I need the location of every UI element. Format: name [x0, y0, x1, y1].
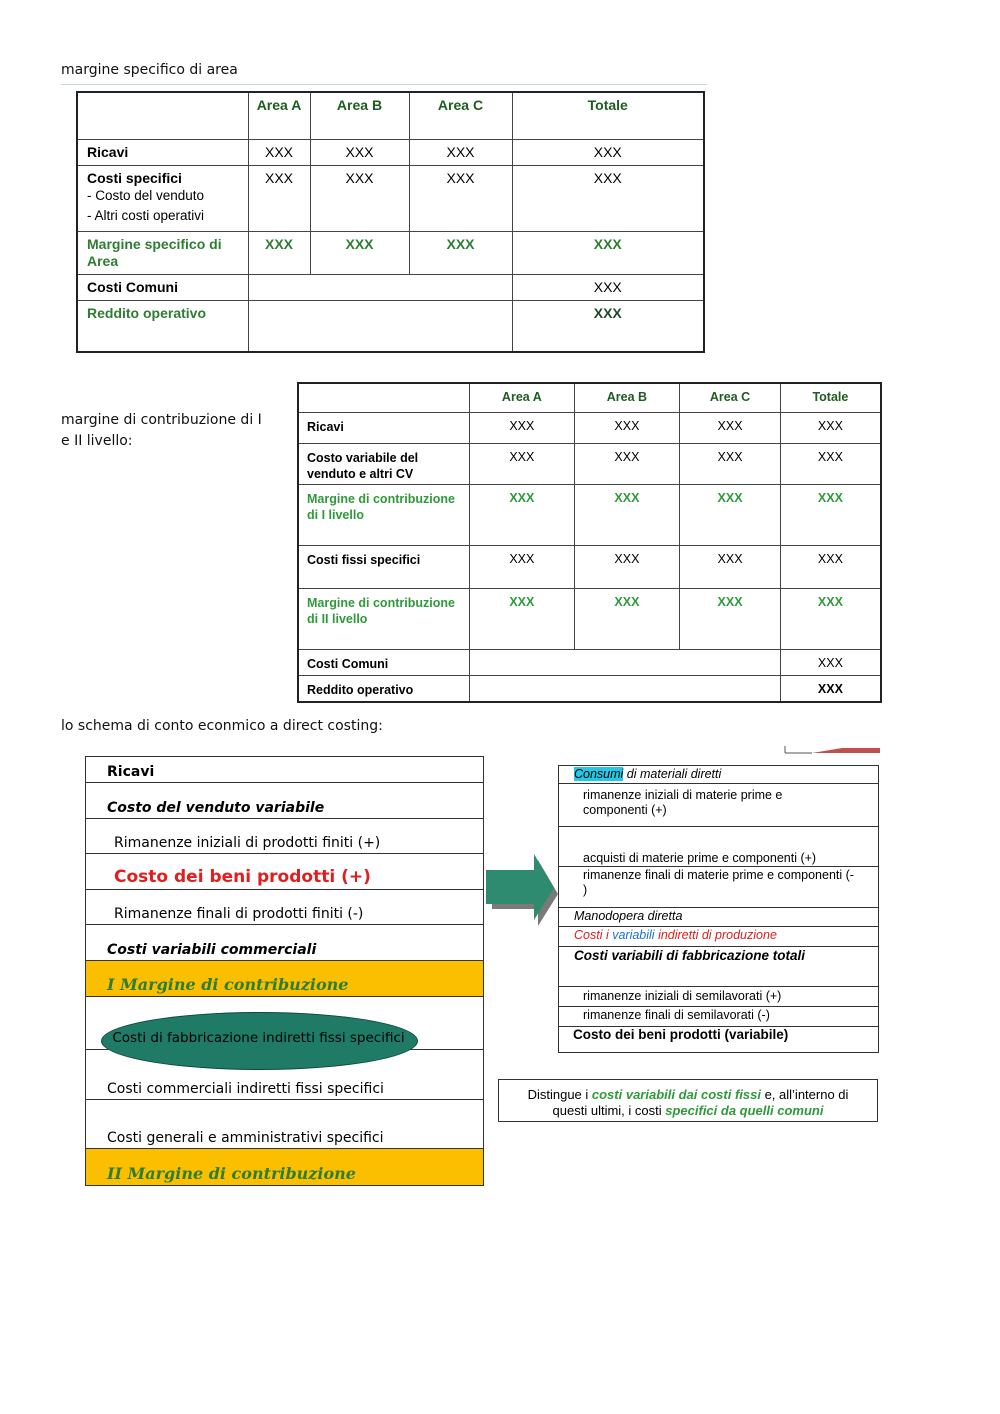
table-row: [298, 484, 881, 545]
cell-value: XXX: [409, 139, 512, 165]
rschema-row-acquisti: [559, 827, 878, 867]
rschema-row-consumi: [559, 766, 878, 784]
table-row: [298, 412, 881, 443]
arrow-right-icon: [484, 852, 560, 926]
table-row: [77, 231, 704, 274]
note-text: Distingue i: [527, 1087, 592, 1102]
row-label-costo-variabile: Costo variabile del venduto e altri CV: [298, 443, 470, 484]
cell-empty: [248, 300, 512, 352]
rschema-label: rimanenze iniziali di semilavorati (+): [583, 989, 782, 1003]
table-row: [77, 300, 704, 352]
costi-specifici-title: Costi specifici: [87, 169, 182, 186]
cell-value: XXX: [248, 139, 310, 165]
table-row: [77, 274, 704, 300]
note-emphasis: specifici da quelli comuni: [665, 1103, 824, 1118]
cell-value: XXX: [680, 484, 781, 545]
rschema-row-costi-totali: [559, 947, 878, 987]
table-header-row: [298, 383, 881, 412]
row-label-ricavi: Ricavi: [298, 412, 470, 443]
rschema-row-rimanenze-finali-mp: [559, 867, 878, 908]
cell-value: XXX: [512, 300, 704, 352]
cell-value: XXX: [680, 588, 781, 649]
caption-line-2: e II livello:: [61, 433, 133, 449]
rschema-text: rimanenze iniziali di materie prime e: [583, 788, 783, 802]
cell-value: XXX: [780, 649, 881, 675]
cell-empty: [248, 274, 512, 300]
cell-value: XXX: [780, 443, 881, 484]
row-label-reddito-operativo: Reddito operativo: [298, 675, 470, 702]
cell-value: XXX: [512, 165, 704, 231]
cell-value: XXX: [409, 165, 512, 231]
rschema-row-manodopera: [559, 908, 878, 927]
cell-value: XXX: [512, 139, 704, 165]
header-area-a: Area A: [470, 383, 575, 412]
decorative-wedge-icon: [782, 744, 882, 756]
cell-value: XXX: [780, 675, 881, 702]
rschema-label: [583, 788, 782, 818]
row-label-ricavi: Ricavi: [77, 139, 248, 165]
rschema-row-costo-beni: [559, 1027, 878, 1052]
schema-label: Costi commerciali indiretti fissi specifici: [107, 1081, 384, 1097]
cell-value: XXX: [680, 443, 781, 484]
cell-value: XXX: [680, 412, 781, 443]
table-header-row: [77, 92, 704, 139]
schema-row-rimanenze-iniziali: [86, 819, 483, 854]
cell-value: XXX: [310, 139, 409, 165]
table-row: [77, 139, 704, 165]
row-label-costi-specifici: [77, 165, 248, 231]
schema-row-costo-beni-prodotti: [86, 854, 483, 890]
table-row: [298, 443, 881, 484]
header-totale: Totale: [780, 383, 881, 412]
caption-direct-costing: lo schema di conto econmico a direct costing:: [61, 718, 383, 734]
rschema-label: rimanenze finali di semilavorati (-): [583, 1008, 770, 1022]
note-text: e, all’interno di: [760, 1087, 849, 1102]
header-area-c: Area C: [680, 383, 781, 412]
table-row: [298, 545, 881, 588]
table-margine-specifico-area: [76, 91, 705, 353]
rschema-text: indiretti di produzione: [654, 928, 777, 942]
cell-value: XXX: [574, 588, 680, 649]
cell-empty: [470, 675, 781, 702]
cell-value: XXX: [780, 412, 881, 443]
cell-value: XXX: [574, 545, 680, 588]
schema-label: Costi variabili commerciali: [107, 942, 317, 958]
schema-costo-beni-prodotti: [558, 765, 879, 1053]
schema-label: Costi generali e amministrativi specifici: [107, 1130, 384, 1146]
caption-margine-specifico: margine specifico di area: [61, 62, 238, 78]
note-box: [498, 1079, 878, 1122]
cell-value: XXX: [248, 165, 310, 231]
rschema-label: [574, 767, 721, 781]
cell-value: XXX: [512, 274, 704, 300]
note-text: questi ultimi, i costi: [552, 1103, 666, 1118]
costi-specifici-sub2: - Altri costi operativi: [87, 207, 205, 223]
row-label-reddito-operativo: Reddito operativo: [77, 300, 248, 352]
rschema-label: Costi variabili di fabbricazione totali: [574, 948, 806, 963]
cell-value: XXX: [470, 545, 575, 588]
table-row: [77, 165, 704, 231]
rschema-label: Manodopera diretta: [574, 909, 683, 923]
rschema-label: [574, 928, 777, 942]
schema-label: Costo dei beni prodotti (+): [114, 867, 371, 887]
consumi-highlight: Consumi: [574, 767, 624, 781]
row-label-costi-fissi: Costi fissi specifici: [298, 545, 470, 588]
cell-value: XXX: [470, 588, 575, 649]
cell-value: XXX: [780, 545, 881, 588]
schema-row-ricavi: [86, 757, 483, 783]
cell-value: XXX: [310, 231, 409, 274]
cell-value: XXX: [409, 231, 512, 274]
costi-specifici-sub1: - Costo del venduto: [87, 187, 205, 203]
cell-value: XXX: [248, 231, 310, 274]
rschema-row-costi-indiretti: [559, 927, 878, 947]
cell-value: XXX: [574, 443, 680, 484]
rschema-text: ): [583, 883, 588, 897]
schema-label: Ricavi: [107, 764, 155, 780]
rschema-row-rimanenze-finali-sl: [559, 1007, 878, 1027]
row-label-margine-i-livello: Margine di contribuzione di I livello: [298, 484, 470, 545]
header-empty: [77, 92, 248, 139]
consumi-rest: di materiali diretti: [623, 767, 722, 781]
rschema-label: [583, 868, 854, 898]
note-emphasis: costi variabili dai costi fissi: [591, 1087, 761, 1102]
header-totale: Totale: [512, 92, 704, 139]
header-area-b: Area B: [574, 383, 680, 412]
cell-value: XXX: [574, 484, 680, 545]
rschema-row-rimanenze-iniziali-mp: [559, 784, 878, 827]
row-label-costi-comuni: Costi Comuni: [298, 649, 470, 675]
ellipse-label: Costi di fabbricazione indiretti fissi specifici: [112, 1030, 405, 1046]
schema-row-costi-variabili-commerciali: [86, 925, 483, 961]
rschema-row-rimanenze-iniziali-sl: [559, 987, 878, 1007]
schema-label: I Margine di contribuzione: [107, 975, 349, 994]
cell-value: XXX: [470, 412, 575, 443]
schema-row-costo-venduto: [86, 783, 483, 819]
table-margine-contribuzione: [297, 382, 882, 703]
header-area-c: Area C: [409, 92, 512, 139]
rschema-text: variabili: [612, 928, 655, 942]
rschema-label: Costo dei beni prodotti (variabile): [573, 1027, 789, 1042]
cell-value: XXX: [470, 484, 575, 545]
header-area-a: Area A: [248, 92, 310, 139]
cell-value: XXX: [780, 588, 881, 649]
row-label-margine-ii-livello: Margine di contribuzione di II livello: [298, 588, 470, 649]
schema-direct-costing: [85, 756, 484, 1186]
caption-line-1: margine di contribuzione di I: [61, 412, 262, 428]
cell-value: XXX: [680, 545, 781, 588]
caption-underline: [61, 84, 707, 85]
schema-row-ii-margine: [86, 1149, 483, 1185]
schema-row-i-margine: [86, 961, 483, 997]
schema-label: Costo del venduto variabile: [107, 800, 325, 816]
schema-row-rimanenze-finali: [86, 890, 483, 925]
schema-label: Rimanenze iniziali di prodotti finiti (+): [114, 835, 381, 851]
cell-value: XXX: [512, 231, 704, 274]
header-area-b: Area B: [310, 92, 409, 139]
schema-row-costi-generali: [86, 1100, 483, 1149]
rschema-text: componenti (+): [583, 803, 667, 817]
header-empty: [298, 383, 470, 412]
rschema-label: acquisti di materie prime e componenti (+): [583, 851, 817, 865]
schema-label: II Margine di contribuzione: [107, 1164, 356, 1183]
cell-empty: [470, 649, 781, 675]
note-line-2: [499, 1103, 877, 1119]
table-row: [298, 588, 881, 649]
rschema-text: rimanenze finali di materie prime e componenti (-: [583, 868, 854, 882]
cell-value: XXX: [574, 412, 680, 443]
rschema-text: Costi i: [574, 928, 613, 942]
cell-value: XXX: [310, 165, 409, 231]
row-label-margine-specifico: Margine specifico di Area: [77, 231, 248, 274]
note-line-1: [499, 1087, 877, 1103]
row-label-costi-comuni: Costi Comuni: [77, 274, 248, 300]
schema-label: Rimanenze finali di prodotti finiti (-): [114, 906, 364, 922]
table-row: [298, 675, 881, 702]
table-row: [298, 649, 881, 675]
cell-value: XXX: [470, 443, 575, 484]
caption-margine-contribuzione: [61, 410, 262, 452]
cell-value: XXX: [780, 484, 881, 545]
